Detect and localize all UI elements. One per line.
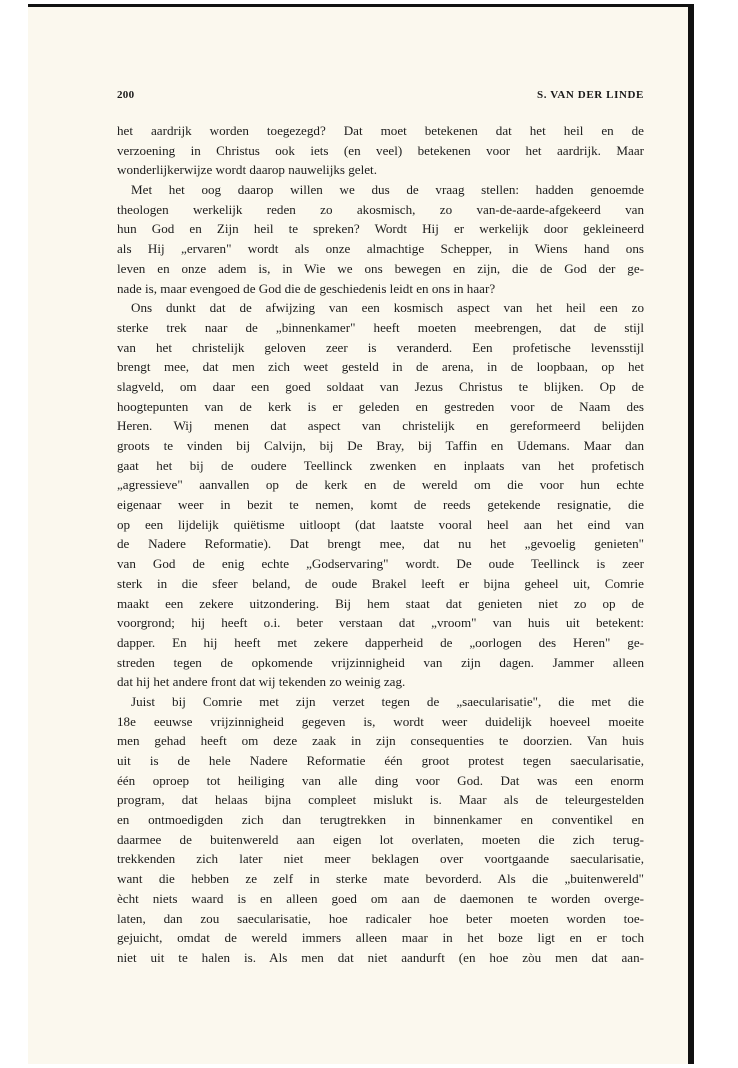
text-line: één oproep tot heiliging van alle ding voor God. Dat was een enorm bbox=[117, 772, 644, 788]
text-line: van God de enig echte „Godservaring" wordt. De oude Teellinck is zeer bbox=[117, 556, 644, 572]
page-number: 200 bbox=[117, 89, 135, 101]
text-line: gaat het bij de oudere Teellinck zwenken en inplaats van het profetisch bbox=[117, 457, 644, 473]
text-line: Heren. Wij menen dat aspect van christelijk en gereformeerd belijden bbox=[117, 418, 644, 434]
text-line: laten, dan zou saecularisatie, hoe radicaler hoe beter moeten worden toe- bbox=[117, 910, 644, 926]
running-head: S. VAN DER LINDE bbox=[537, 89, 644, 101]
text-line: dapper. En hij heeft met zekere dapperheid de „oorlogen des Heren" ge- bbox=[117, 634, 644, 650]
text-line: theologen werkelijk reden zo akosmisch, zo van-de-aarde-afgekeerd van bbox=[117, 201, 644, 217]
text-line: uit is de hele Nadere Reformatie één groot protest tegen saecularisatie, bbox=[117, 753, 644, 768]
text-line: program, dat helaas bijna compleet mislukt is. Maar als de teleurgestelden bbox=[117, 792, 644, 808]
text-line: eigenaar weer in bezit te nemen, komt de reeds getekende resignatie, die bbox=[117, 497, 644, 513]
text-line: op een lijdelijk quiëtisme uitloopt (dat laatste vooral heel aan het eind van bbox=[117, 516, 644, 532]
text-line: ècht niets waard is en alleen goed om aan de daemonen te worden overge- bbox=[117, 890, 644, 906]
text-line: hoogtepunten van de kerk is er geleden en gestreden voor de Naam des bbox=[117, 398, 644, 414]
text-line: men gehad heeft om deze zaak in zijn consequenties te doorzien. Van huis bbox=[117, 733, 644, 749]
paragraph-start-line: Juist bij Comrie met zijn verzet tegen de „saecularisatie", die met die bbox=[131, 693, 644, 709]
text-line: de Nadere Reformatie). Dat brengt mee, dat nu het „gevoelig genieten" bbox=[117, 536, 644, 552]
text-line: hun God en Zijn heil te spreken? Wordt Hij er werkelijk door gekleineerd bbox=[117, 221, 644, 237]
page-header bbox=[117, 89, 644, 105]
text-line: dat hij het andere front dat wij tekenden zo weinig zag. bbox=[117, 674, 406, 690]
text-line: het aardrijk worden toegezegd? Dat moet betekenen dat het heil en de bbox=[117, 123, 644, 138]
text-line: daarmee de buitenwereld aan eigen lot overlaten, moeten die zich terug- bbox=[117, 831, 644, 847]
text-line: leven en onze adem is, in Wie we ons bewegen en zijn, die de God der ge- bbox=[117, 260, 644, 276]
text-line: groots te vinden bij Calvijn, bij De Bray, bij Taffin en Udemans. Maar dan bbox=[117, 438, 644, 453]
text-line: sterk in die sfeer beland, de oude Brakel leeft er bijna geheel uit, Comrie bbox=[117, 575, 644, 591]
text-line: voorgrond; hij heeft o.i. beter verstaan dat „vroom" van huis uit betekent: bbox=[117, 615, 644, 631]
text-line: brengt mee, dat men zich weet gesteld in de arena, in de loopbaan, op het bbox=[117, 359, 644, 375]
text-line: verzoening in Christus ook iets (en veel) betekenen voor het aardrijk. Maar bbox=[117, 142, 644, 158]
text-line: 18e eeuwse vrijzinnigheid gegeven is, wordt weer duidelijk hoeveel moeite bbox=[117, 713, 644, 729]
body-text bbox=[117, 121, 644, 968]
text-line: van het christelijk geloven zeer is veranderd. Een profetische levensstijl bbox=[117, 339, 644, 355]
text-line: nade is, maar evengoed de God die de geschiedenis leidt en ons in haar? bbox=[117, 280, 496, 296]
text-line: maakt een zekere uitzondering. Bij hem staat dat genieten niet zo op de bbox=[117, 595, 644, 611]
text-line: wonderlijkerwijze wordt daarop nauwelijks gelet. bbox=[117, 162, 377, 178]
text-line: trekkenden zich later niet meer beklagen over voortgaande saecularisatie, bbox=[117, 851, 644, 867]
paragraph-start-line: Met het oog daarop willen we dus de vraag stellen: hadden genoemde bbox=[131, 182, 644, 198]
text-line: en ontmoedigden zich dan terugtrekken in binnenkamer en conventikel en bbox=[117, 812, 644, 828]
text-line: niet uit te halen is. Als men dat niet aandurft (en hoe zòu men dat aan- bbox=[117, 949, 644, 965]
text-line: slagveld, om daar een goed soldaat van Jezus Christus te blijken. Op de bbox=[117, 378, 644, 394]
paragraph-start-line: Ons dunkt dat de afwijzing van een kosmisch aspect van het heil een zo bbox=[131, 300, 644, 316]
text-line: gejuicht, omdat de wereld immers alleen maar in het boze ligt en er toch bbox=[117, 930, 644, 946]
text-line: „agressieve" aanvallen op de kerk en de wereld om die voor hun echte bbox=[117, 477, 644, 493]
text-line: streden tegen de opkomende vrijzinnigheid van zijn dagen. Jammer alleen bbox=[117, 654, 644, 670]
text-line: sterke trek naar de „binnenkamer" heeft moeten meebrengen, dat de stijl bbox=[117, 319, 644, 335]
text-line: want die hebben ze zelf in sterke mate bevorderd. Als die „buitenwereld" bbox=[117, 871, 644, 887]
text-line: als Hij „ervaren" wordt als onze almachtige Schepper, in Wiens hand ons bbox=[117, 241, 644, 257]
